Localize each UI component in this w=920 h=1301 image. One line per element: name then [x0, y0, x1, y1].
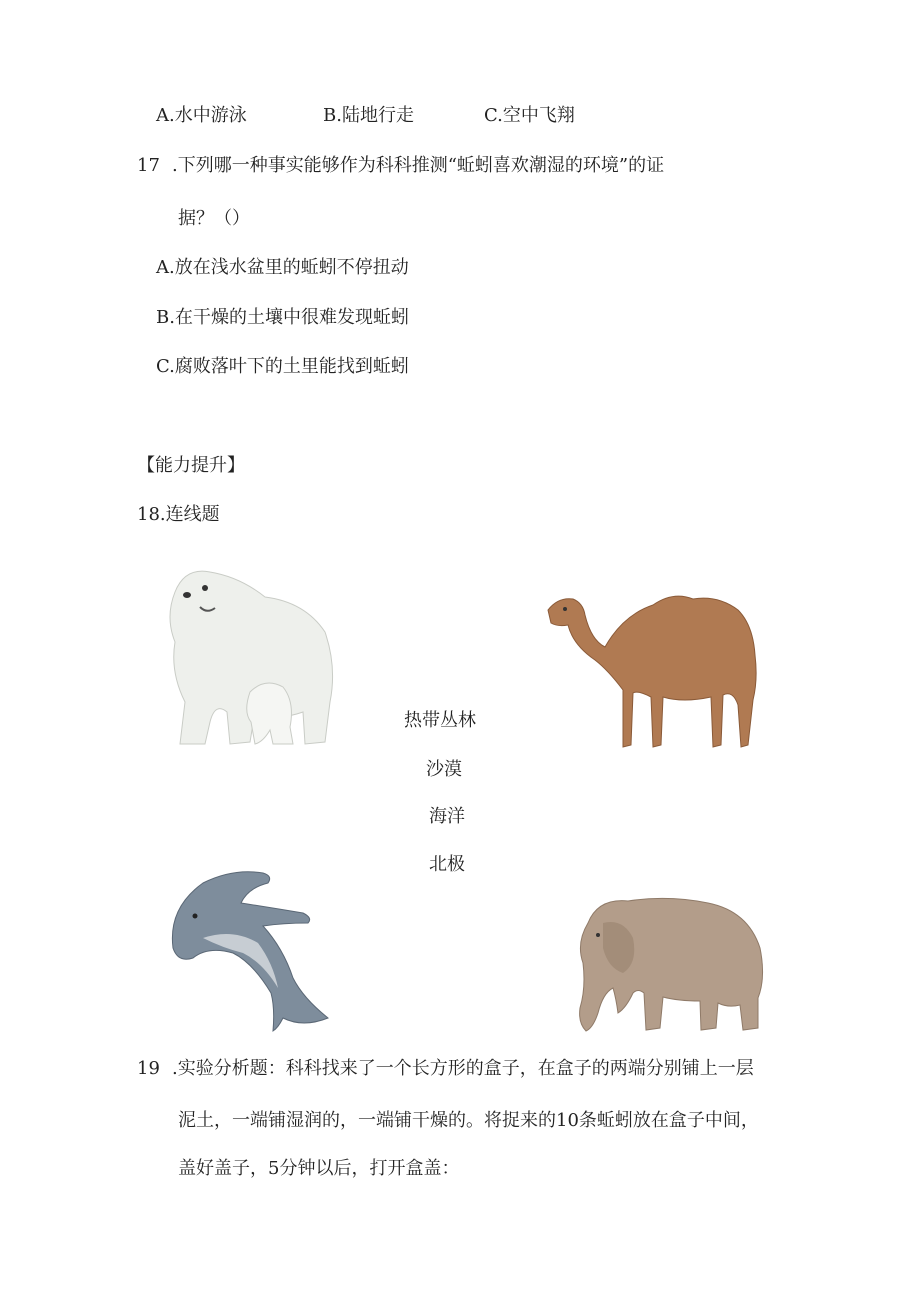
polar-bear-image	[155, 562, 345, 752]
q17-stem-line2: 据？（）	[178, 208, 250, 229]
q17-option-c: C.腐败落叶下的土里能找到蚯蚓	[156, 356, 409, 377]
camel-image	[543, 585, 768, 755]
q16-option-a: A.水中游泳	[156, 105, 247, 126]
habitat-jungle: 热带丛林	[404, 710, 476, 731]
q16-option-c: C.空中飞翔	[484, 105, 575, 126]
elephant-image	[568, 893, 768, 1035]
q16-option-b: B.陆地行走	[323, 105, 414, 126]
q19-number: 19	[137, 1058, 160, 1079]
q19-line1: .实验分析题：科科找来了一个长方形的盒子，在盒子的两端分别铺上一层	[172, 1058, 754, 1079]
habitat-arctic: 北极	[429, 854, 465, 875]
q17-number: 17	[137, 155, 160, 176]
q17-option-a: A.放在浅水盆里的蚯蚓不停扭动	[156, 257, 409, 278]
dolphin-image	[163, 868, 338, 1033]
habitat-ocean: 海洋	[429, 806, 465, 827]
q18-title: 18.连线题	[137, 504, 220, 525]
section-heading: 【能力提升】	[137, 455, 245, 476]
q19-line3: 盖好盖子，5分钟以后，打开盒盖：	[178, 1158, 460, 1179]
q17-stem-line1: .下列哪一种事实能够作为科科推测“蚯蚓喜欢潮湿的环境”的证	[172, 155, 665, 176]
q17-option-b: B.在干燥的土壤中很难发现蚯蚓	[156, 307, 409, 328]
q19-line2: 泥土，一端铺湿润的，一端铺干燥的。将捉来的10条蚯蚓放在盒子中间，	[178, 1110, 759, 1131]
habitat-desert: 沙漠	[426, 759, 462, 780]
